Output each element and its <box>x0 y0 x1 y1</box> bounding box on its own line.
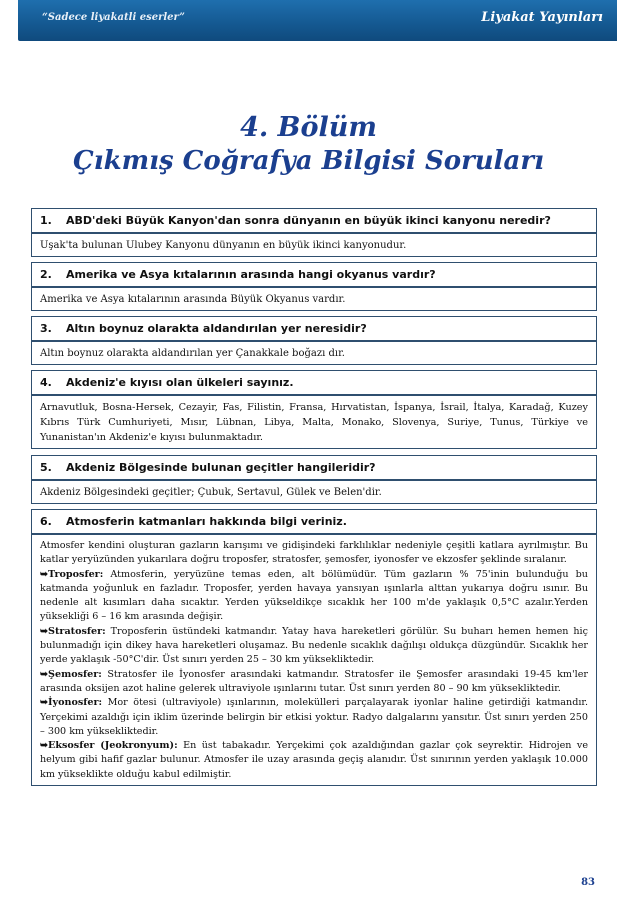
question-text: Altın boynuz olarakta aldandırılan yer neresidir? <box>66 322 367 335</box>
answer-4: Arnavutluk, Bosna-Hersek, Cezayir, Fas, Filistin, Fransa, Hırvatistan, İspanya, İsrail, İtalya, Karadağ, Kuzey Kıbrıs Türk Cumhuriyeti, Mısır, Lübnan, Libya, Malta, Monako, Slovenya, Suriye, Tunus, Türkiye ve Yunanistan'ın Akdeniz'e kıyısı bulunmaktadır. <box>40 402 588 443</box>
layer-text: Mor ötesi (ultraviyole) ışınlarının, molekülleri parçalayarak iyonlar haline getirdiği katmandır. Yerçekimi azaldığı için iklim üzerinde belirgin bir etkisi yoktur. Radyo dalgalarını yansıtır. Üst sınırı yerden 250 – 300 km yüksekliktedir. <box>40 697 588 737</box>
layer-troposfer <box>40 568 588 625</box>
answer-3: Altın boynuz olarakta aldandırılan yer Çanakkale boğazı dır. <box>40 348 345 359</box>
answer-1: Uşak'ta bulunan Ulubey Kanyonu dünyanın en büyük ikinci kanyonudur. <box>40 240 407 251</box>
question-box-6 <box>31 509 597 786</box>
question-number: 6. <box>40 515 52 528</box>
question-text: Akdeniz Bölgesinde bulunan geçitler hangileridir? <box>66 461 376 474</box>
chapter-number: 4. Bölüm <box>240 112 377 143</box>
question-box-3 <box>31 316 597 365</box>
question-6 <box>32 510 596 535</box>
chapter-title: Çıkmış Coğrafya Bilgisi Soruları <box>73 146 544 176</box>
header-publisher: Liyakat Yayınları <box>481 10 603 25</box>
question-number: 2. <box>40 268 52 281</box>
question-box-2 <box>31 262 597 311</box>
question-number: 3. <box>40 322 52 335</box>
layer-eksosfer <box>40 739 588 782</box>
header-slogan: “Sadece liyakatli eserler” <box>42 12 185 23</box>
header-bar <box>18 0 617 41</box>
question-5 <box>32 456 596 481</box>
layer-label: ➥İyonosfer: <box>40 697 103 709</box>
question-text: Akdeniz'e kıyısı olan ülkeleri sayınız. <box>66 376 294 389</box>
layer-text: Stratosfer ile İyonosfer arasındaki katmandır. Stratosfer ile Şemosfer arasındaki 19-45 km'ler arasında oksijen azot haline gelerek ultraviyole ışınlarını tutar. Üst sınırı yerden 80 – 90 km yüksekliktedir. <box>40 668 588 694</box>
question-number: 1. <box>40 214 52 227</box>
question-3 <box>32 317 596 342</box>
layer-semosfer <box>40 668 588 697</box>
layer-iyonosfer <box>40 696 588 739</box>
question-number: 4. <box>40 376 52 389</box>
question-4 <box>32 371 596 396</box>
layer-label: ➥Troposfer: <box>40 568 104 580</box>
question-box-4 <box>31 370 597 449</box>
layer-label: ➥Eksosfer (Jeokronyum): <box>40 740 178 752</box>
question-2 <box>32 263 596 288</box>
answer-5: Akdeniz Bölgesindeki geçitler; Çubuk, Sertavul, Gülek ve Belen'dir. <box>40 487 382 498</box>
question-text: Amerika ve Asya kıtalarının arasında hangi okyanus vardır? <box>66 268 436 281</box>
question-box-1 <box>31 208 597 257</box>
question-text: Atmosferin katmanları hakkında bilgi veriniz. <box>66 515 347 528</box>
layer-text: Troposferin üstündeki katmandır. Yatay hava hareketleri görülür. Su buharı hemen hemen hiç bulunmadığı için dikey hava hareketleri oluşamaz. Bu nedenle sıcaklık dağılışı oldukça düzgündür. Sıcaklık her yerde yaklaşık -50°C'dir. Üst sınırı yerden 25 – 30 km yüksekliktedir. <box>40 625 588 666</box>
layer-text: Atmosferin, yeryüzüne temas eden, alt bölümüdür. Tüm gazların % 75'inin bulunduğu bu katmanda yoğunluk en fazladır. Troposfer, yerden havaya yansıyan ışınlarla alttan yukarıya doğru ısınır. Bu nedenle alt kısımları daha sıcaktır. Yerden yükseldikçe sıcaklık her 100 m'de yaklaşık 0,5°C azalır.Yerden yüksekliği 6 – 16 km arasında değişir. <box>40 568 588 623</box>
layer-text: En üst tabakadır. Yerçekimi çok azaldığından gazlar çok seyrektir. Hidrojen ve helyum gibi hafif gazlar bulunur. Atmosfer ile uzay arasında geçiş alanıdır. Üst sınırının yerden yaklaşık 10.000 km yükseklikte olduğu kabul edilmiştir. <box>40 740 588 780</box>
layer-label: ➥Stratosfer: <box>40 625 106 637</box>
question-number: 5. <box>40 461 52 474</box>
question-text: ABD'deki Büyük Kanyon'dan sonra dünyanın en büyük ikinci kanyonu neredir? <box>66 214 551 227</box>
layer-label: ➥Şemosfer: <box>40 668 102 680</box>
atmosphere-intro: Atmosfer kendini oluşturan gazların karışımı ve gidişindeki farklılıklar nedeniyle çeşitli katlara ayrılmıştır. Bu katlar yeryüzünden yukarılara doğru troposfer, stratosfer, şemosfer, iyonosfer ve ekzosfer şeklinde sıralanır. <box>40 540 588 566</box>
question-box-5 <box>31 455 597 504</box>
question-1 <box>32 209 596 234</box>
answer-2: Amerika ve Asya kıtalarının arasında Büyük Okyanus vardır. <box>40 294 346 305</box>
answer-6 <box>32 535 596 785</box>
layer-stratosfer <box>40 625 588 668</box>
page-number: 83 <box>581 877 595 888</box>
